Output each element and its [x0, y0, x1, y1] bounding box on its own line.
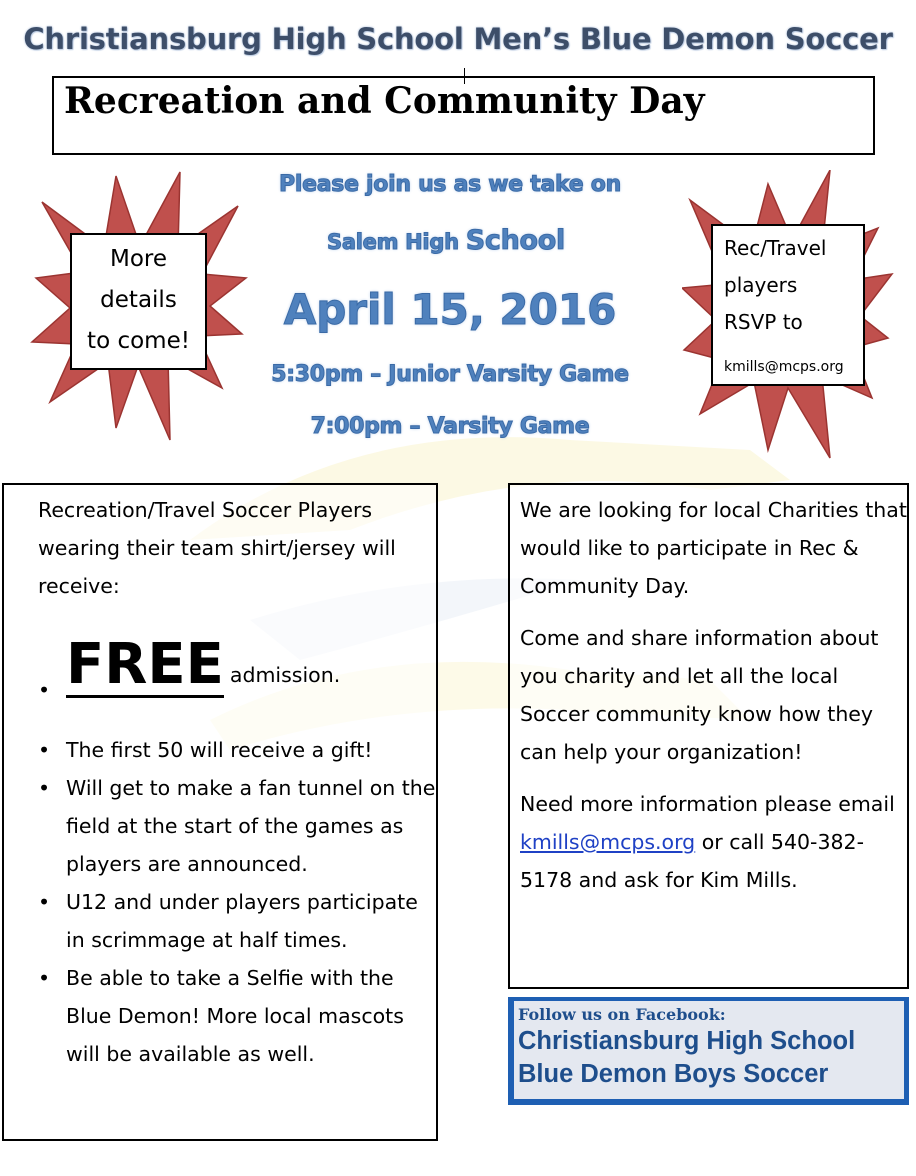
free-rest: admission. — [229, 663, 341, 687]
charities-paragraph: We are looking for local Charities that would like to participate in Rec & Community Day. — [520, 498, 907, 598]
list-item: • The first 50 will receive a gift! — [38, 731, 436, 769]
list-item — [38, 632, 436, 721]
note-line: More — [109, 246, 168, 272]
rsvp-email: kmills@mcps.org — [724, 359, 844, 375]
school-title: Christiansburg High School Men’s Blue Demon Soccer — [23, 22, 893, 56]
free-word: FREE — [66, 632, 224, 697]
opponent-suffix: School — [465, 225, 565, 256]
benefits-intro: Recreation/Travel Soccer Players wearing their team shirt/jersey will receive: — [38, 498, 396, 598]
note-line: details — [100, 287, 177, 313]
contact-paragraph — [520, 785, 907, 899]
list-item: • Be able to take a Selfie with the Blue Demon! More local mascots will be available as well. — [38, 959, 436, 1073]
note-line: RSVP to — [724, 310, 803, 334]
invite-line: Please join us as we take on — [279, 172, 621, 197]
note-line: players — [724, 273, 798, 297]
contact-text: Need more information please email — [520, 792, 895, 816]
rsvp-note — [711, 224, 865, 386]
facebook-page-name: Blue Demon Boys Soccer — [518, 1060, 829, 1088]
opponent-prefix: Salem High — [327, 230, 466, 254]
jv-game-time: 5:30pm – Junior Varsity Game — [271, 362, 629, 387]
facebook-page-name: Christiansburg High School — [518, 1027, 856, 1055]
share-paragraph: Come and share information about you charity and let all the local Soccer community know how they can help your organization! — [520, 626, 879, 764]
note-line: Rec/Travel — [724, 236, 827, 260]
game-date: April 15, 2016 — [283, 285, 617, 334]
facebook-label: Follow us on Facebook: — [518, 1005, 726, 1024]
contact-text-after: or call 540-382-5178 and ask for Kim Mills. — [520, 830, 864, 892]
benefits-list — [38, 632, 436, 1073]
list-item: • U12 and under players participate in scrimmage at half times. — [38, 883, 436, 959]
more-details-note — [70, 233, 207, 370]
facebook-inner — [514, 1001, 904, 1099]
facebook-box — [508, 997, 909, 1105]
list-item: • Will get to make a fan tunnel on the field at the start of the games as players are announced. — [38, 769, 436, 883]
email-link[interactable]: kmills@mcps.org — [520, 830, 696, 854]
player-benefits-panel — [2, 483, 438, 1141]
charities-panel — [508, 483, 909, 989]
note-line: to come! — [87, 328, 190, 354]
event-title: Recreation and Community Day — [64, 80, 705, 122]
varsity-game-time: 7:00pm – Varsity Game — [310, 414, 590, 439]
